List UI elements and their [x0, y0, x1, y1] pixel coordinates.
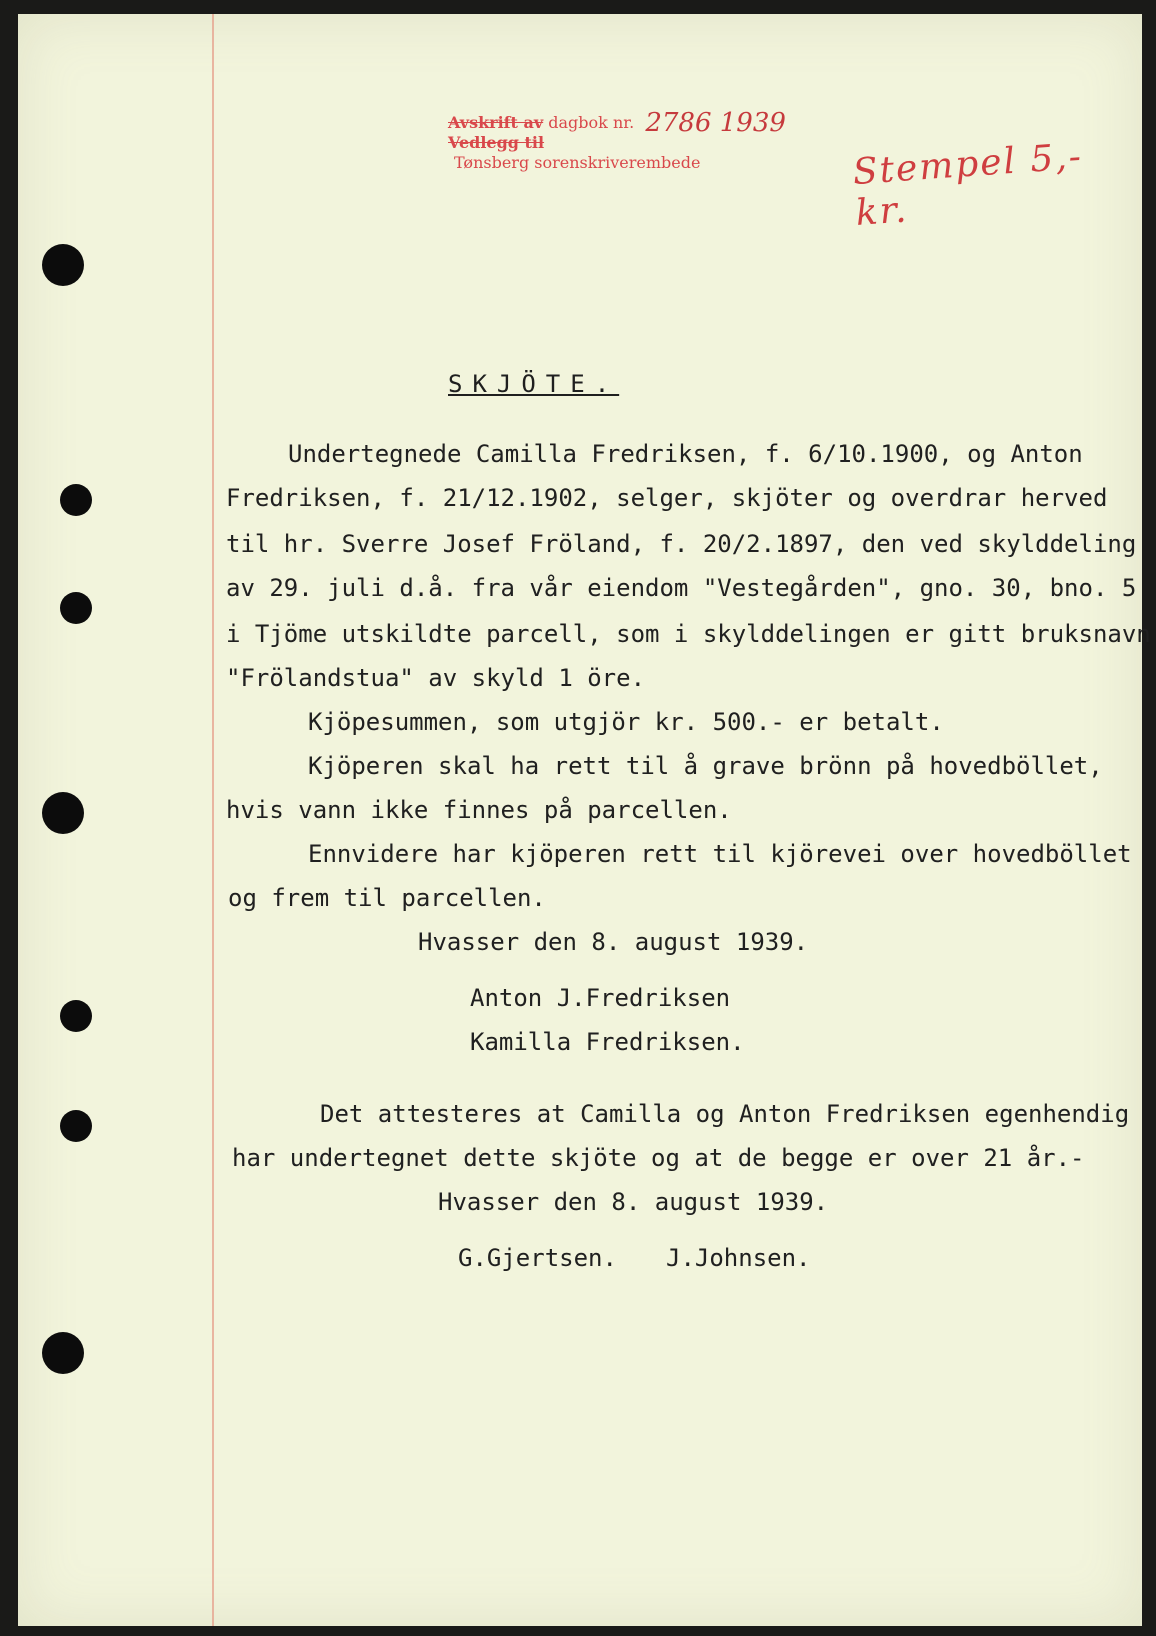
stamp-struck-line1: Avskrift av [448, 113, 544, 132]
document-page [18, 14, 1151, 1626]
document-title: SKJÖTE. [448, 370, 620, 398]
attest-line: har undertegnet dette skjöte og at de begge er over 21 år.- [232, 1144, 1085, 1172]
date-line: Hvasser den 8. august 1939. [418, 928, 809, 956]
text-line: "Frölandstua" av skyld 1 öre. [226, 664, 646, 692]
witness-johnsen: J.Johnsen. [666, 1244, 811, 1272]
text-line: Undertegnede Camilla Fredriksen, f. 6/10.1900, og Anton [288, 440, 1083, 468]
text-line: Kjöpesummen, som utgjör kr. 500.- er betalt. [308, 708, 944, 736]
registry-stamp [448, 110, 786, 173]
witness-gjertsen: G.Gjertsen. [458, 1244, 617, 1272]
punch-hole [42, 1332, 84, 1374]
punch-hole [60, 592, 92, 624]
text-line: i Tjöme utskildte parcell, som i skylddelingen er gitt bruksnavn [226, 620, 1151, 648]
signature-anton: Anton J.Fredriksen [470, 984, 731, 1012]
stamp-label: dagbok nr. [548, 113, 635, 132]
text-line: hvis vann ikke finnes på parcellen. [226, 796, 732, 824]
attest-date-line: Hvasser den 8. august 1939. [438, 1188, 829, 1216]
text-line: Ennvidere har kjöperen rett til kjörevei over hovedböllet [308, 840, 1132, 868]
punch-hole [60, 484, 92, 516]
margin-line [212, 14, 214, 1626]
handwritten-fee-note: Stempel 5,- kr. [851, 136, 1085, 234]
punch-hole [42, 244, 84, 286]
text-line: og frem til parcellen. [228, 884, 546, 912]
text-line: til hr. Sverre Josef Fröland, f. 20/2.1897, den ved skylddeling [226, 530, 1137, 558]
punch-hole [60, 1000, 92, 1032]
stamp-struck-line2: Vedlegg til [448, 133, 545, 152]
text-line: Fredriksen, f. 21/12.1902, selger, skjöter og overdrar herved [226, 484, 1108, 512]
punch-hole [42, 792, 84, 834]
stamp-office: Tønsberg sorenskriverembede [454, 153, 701, 172]
attest-line: Det attesteres at Camilla og Anton Fredriksen egenhendig [320, 1100, 1130, 1128]
text-line: Kjöperen skal ha rett til å grave brönn på hovedböllet, [308, 752, 1103, 780]
signature-kamilla: Kamilla Fredriksen. [470, 1028, 745, 1056]
punch-hole [60, 1110, 92, 1142]
stamp-handwritten-number: 2786 1939 [645, 108, 786, 138]
text-line: av 29. juli d.å. fra vår eiendom "Vestegården", gno. 30, bno. 5 [226, 574, 1137, 602]
